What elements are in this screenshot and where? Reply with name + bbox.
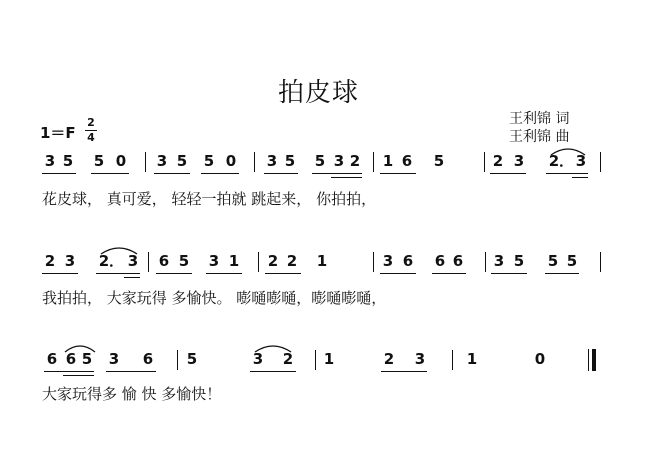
note: 5 (547, 252, 559, 270)
time-signature (85, 117, 97, 144)
underline (490, 173, 526, 174)
note: 3 (333, 152, 345, 170)
note: 5 (186, 350, 198, 368)
note: 3 (64, 252, 76, 270)
time-signature-bottom: 4 (87, 131, 95, 144)
barline (373, 152, 374, 172)
note: 5 (203, 152, 215, 170)
note: 6 (46, 350, 58, 368)
note: 5 (513, 252, 525, 270)
note: 1 (228, 252, 240, 270)
note: 3 (252, 350, 264, 368)
lyrics-line: 花皮球， 真可爱， 轻轻一拍就 跳起来， 你拍拍， (42, 190, 377, 208)
double-underline (63, 375, 94, 376)
note: 2 (44, 252, 56, 270)
note: 0 (225, 152, 237, 170)
song-title: 拍皮球 (278, 78, 360, 108)
note: 0 (534, 350, 546, 368)
underline (91, 173, 129, 174)
note: 6 (402, 252, 414, 270)
underline (432, 273, 466, 274)
tie (100, 245, 138, 255)
barline (484, 152, 485, 172)
barline (258, 252, 259, 272)
underline (156, 273, 192, 274)
note: 5 (314, 152, 326, 170)
barline (145, 152, 146, 172)
underline (312, 173, 362, 174)
underline (42, 273, 78, 274)
underline (44, 371, 94, 372)
note: 6 (142, 350, 154, 368)
note: 5 (62, 152, 74, 170)
note: 5 (81, 350, 93, 368)
lyricist-credit: 王利锦 词 (509, 111, 570, 127)
note: 3 (513, 152, 525, 170)
barline (452, 350, 453, 370)
note: 2 (267, 252, 279, 270)
tie (254, 343, 292, 353)
note: 3 (382, 252, 394, 270)
final-barline-thin (588, 349, 589, 371)
note: 5 (566, 252, 578, 270)
note: 5 (178, 252, 190, 270)
note: 0 (115, 152, 127, 170)
underline (106, 371, 156, 372)
underline (206, 273, 242, 274)
note: 5 (176, 152, 188, 170)
barline (254, 152, 255, 172)
note: 2 (98, 252, 110, 270)
barline (315, 350, 316, 370)
note: 3 (414, 350, 426, 368)
composer-credit: 王利锦 曲 (509, 129, 570, 145)
dot: ． (109, 252, 125, 270)
key-signature: 1＝F (40, 124, 76, 142)
note: 2 (349, 152, 361, 170)
underline (491, 273, 527, 274)
double-underline (124, 277, 140, 278)
barline (600, 252, 601, 272)
time-signature-top: 2 (87, 116, 95, 129)
note: 3 (266, 152, 278, 170)
note: 3 (156, 152, 168, 170)
note: 6 (65, 350, 77, 368)
note: 2 (548, 152, 560, 170)
note: 1 (466, 350, 478, 368)
note: 1 (382, 152, 394, 170)
note: 3 (44, 152, 56, 170)
note: 3 (108, 350, 120, 368)
note: 2 (492, 152, 504, 170)
underline (264, 173, 298, 174)
underline (154, 173, 190, 174)
underline (546, 173, 588, 174)
underline (96, 273, 140, 274)
underline (380, 273, 416, 274)
note: 6 (452, 252, 464, 270)
double-underline (331, 177, 362, 178)
barline (148, 252, 149, 272)
barline (373, 252, 374, 272)
underline (42, 173, 76, 174)
note: 6 (401, 152, 413, 170)
note: 1 (316, 252, 328, 270)
note: 5 (284, 152, 296, 170)
barline (600, 152, 601, 172)
underline (545, 273, 579, 274)
note: 6 (434, 252, 446, 270)
underline (381, 371, 427, 372)
note: 3 (575, 152, 587, 170)
note: 3 (208, 252, 220, 270)
tie (550, 146, 586, 156)
tie (64, 343, 96, 353)
underline (380, 173, 416, 174)
lyrics-line: 我拍拍， 大家玩得 多愉快。 嘭嗵嘭嗵，嘭嗵嘭嗵， (42, 289, 387, 307)
note: 3 (493, 252, 505, 270)
note: 1 (323, 350, 335, 368)
double-underline (572, 177, 588, 178)
barline (177, 350, 178, 370)
underline (265, 273, 301, 274)
note: 5 (433, 152, 445, 170)
note: 3 (127, 252, 139, 270)
underline (250, 371, 296, 372)
dot: ． (559, 152, 575, 170)
note: 2 (282, 350, 294, 368)
lyrics-line: 大家玩得多 愉 快 多愉快！ (42, 385, 222, 403)
barline (485, 252, 486, 272)
note: 5 (93, 152, 105, 170)
underline (201, 173, 239, 174)
note: 2 (286, 252, 298, 270)
final-barline-thick (592, 349, 593, 371)
note: 2 (383, 350, 395, 368)
note: 6 (158, 252, 170, 270)
